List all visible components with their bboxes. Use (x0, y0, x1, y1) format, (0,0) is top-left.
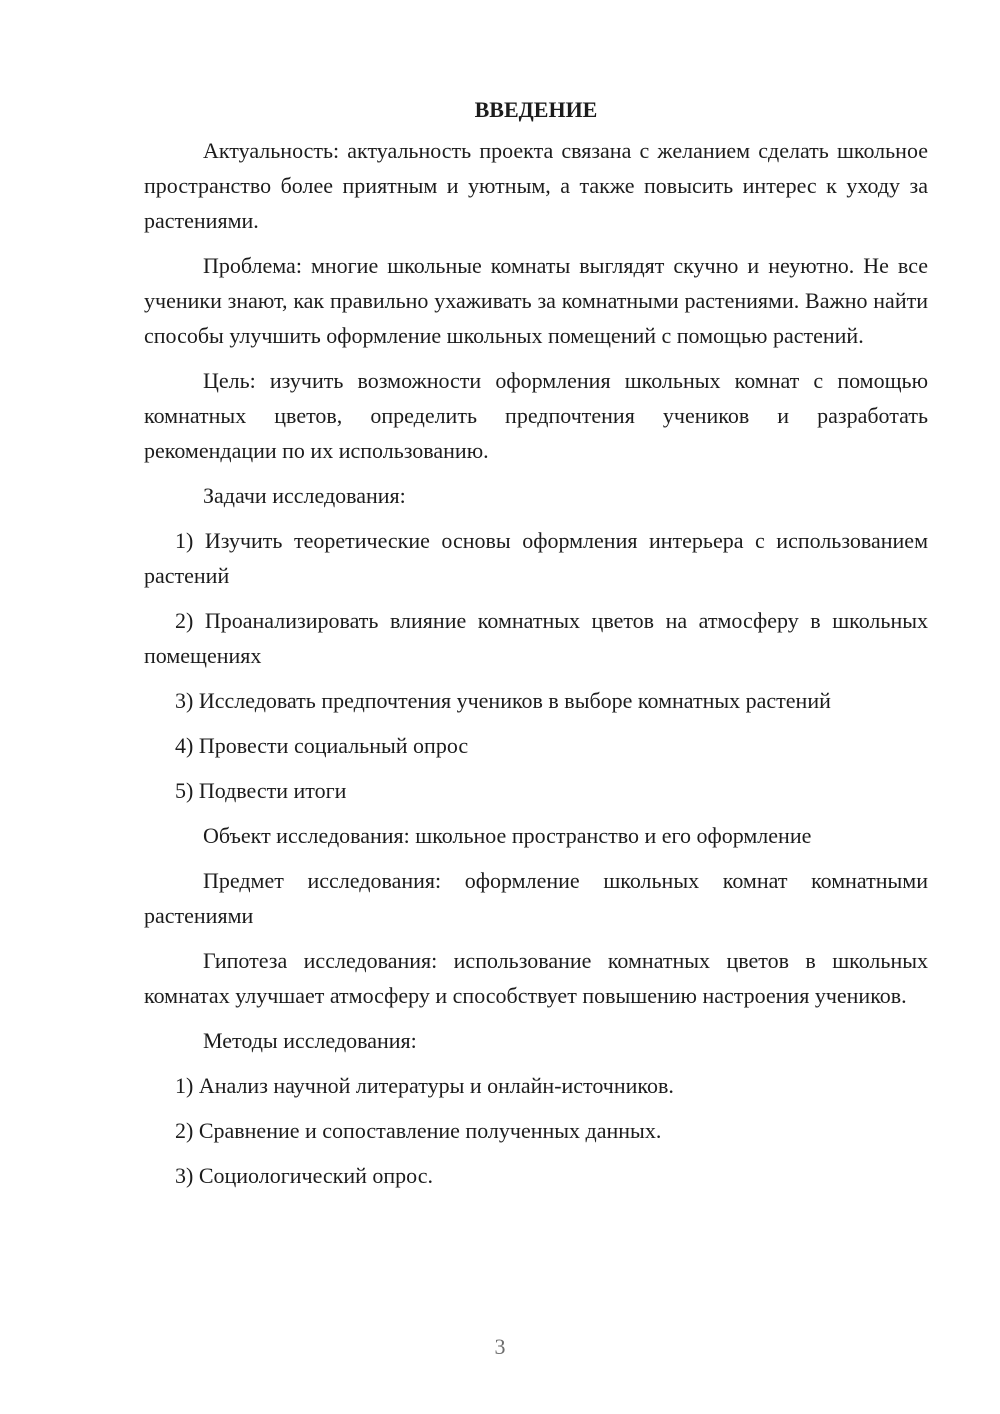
task-item-3: 3) Исследовать предпочтения учеников в выборе комнатных растений (175, 688, 831, 713)
subject-paragraph: Предмет исследования: оформление школьных комнат комнатными растениями (144, 868, 928, 928)
problem-paragraph: Проблема: многие школьные комнаты выглядят скучно и неуютно. Не все ученики знают, как правильно ухаживать за комнатными растениями. Важно найти способы улучшить оформление школьных помещений с помощью растений. (144, 253, 928, 348)
task-item-2: 2) Проанализировать влияние комнатных цветов на атмосферу в школьных помещениях (144, 608, 928, 668)
object-paragraph: Объект исследования: школьное пространство и его оформление (203, 823, 812, 848)
task-item-4: 4) Провести социальный опрос (175, 733, 469, 758)
method-item-2: 2) Сравнение и сопоставление полученных данных. (175, 1118, 662, 1143)
page-number: 3 (494, 1334, 506, 1359)
method-item-1: 1) Анализ научной литературы и онлайн-источников. (175, 1073, 674, 1098)
tasks-heading: Задачи исследования: (203, 483, 406, 508)
hypothesis-paragraph: Гипотеза исследования: использование комнатных цветов в школьных комнатах улучшает атмосферу и способствует повышению настроения учеников. (144, 948, 928, 1008)
task-item-5: 5) Подвести итоги (175, 778, 347, 803)
section-title: ВВЕДЕНИЕ (474, 97, 598, 122)
methods-heading: Методы исследования: (203, 1028, 417, 1053)
document-page (144, 92, 928, 1203)
task-item-1: 1) Изучить теоретические основы оформления интерьера с использованием растений (144, 528, 928, 588)
goal-paragraph: Цель: изучить возможности оформления школьных комнат с помощью комнатных цветов, определить предпочтения учеников и разработать рекомендации по их использованию. (144, 368, 928, 463)
method-item-3: 3) Социологический опрос. (175, 1163, 433, 1188)
relevance-paragraph: Актуальность: актуальность проекта связана с желанием сделать школьное пространство более приятным и уютным, а также повысить интерес к уходу за растениями. (144, 138, 928, 233)
